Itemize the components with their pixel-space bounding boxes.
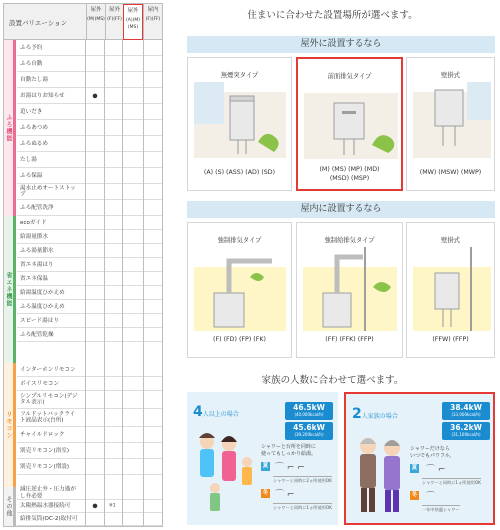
features-table — [3, 3, 163, 527]
row-label: ふろ予約 — [20, 44, 43, 51]
panel-outdoor-wall — [406, 57, 495, 191]
family-four-plus — [187, 392, 338, 525]
family-description: シャワーだけなら いつでもパワフル。 — [410, 446, 455, 459]
table-row — [17, 513, 162, 526]
panel-title: 前面排気タイプ — [327, 73, 372, 80]
panel-outdoor-chimneyless — [187, 57, 292, 191]
table-row — [17, 244, 162, 258]
row-label: 給湯温度ひかえめ — [20, 289, 65, 296]
column-divider — [122, 40, 123, 526]
table-row — [17, 314, 162, 328]
panel-title: 壁掛式 — [441, 237, 460, 244]
heater-illustration — [194, 82, 286, 158]
panel-title: 強制給排気タイプ — [324, 237, 375, 244]
table-row — [17, 459, 162, 475]
winter-caption: シャワーと同時に1ヵ所使用OK — [273, 505, 332, 510]
table-row — [17, 258, 162, 272]
row-label: 給排気筒(OC-2)取付可 — [20, 515, 78, 522]
family-heading: 4人以上の場合 — [193, 404, 239, 420]
couple-illustration — [352, 430, 408, 522]
row-label: 太陽熱温水器接続可 — [20, 502, 71, 509]
winter-badge: 冬 — [262, 490, 269, 496]
availability-dot: ● — [92, 502, 98, 510]
family-illustration — [191, 428, 261, 520]
row-label: 省エネ保温 — [20, 275, 48, 282]
row-label: ふろぬるめ — [20, 140, 48, 147]
category-eco: 省エネ機能 — [4, 216, 16, 363]
table-row — [17, 88, 162, 104]
indoor-band: 屋内に設置するなら — [187, 201, 495, 218]
table-row — [17, 377, 162, 391]
heater-illustration — [413, 82, 491, 158]
row-label: ふろ配管乾燥 — [20, 331, 54, 338]
summer-caption: シャワーと同時に2ヵ所使用OK — [273, 478, 332, 483]
column-divider — [85, 40, 86, 526]
table-row — [17, 152, 162, 168]
availability-dot: ● — [92, 92, 98, 99]
kw-badge: 45.6kW (39,200kcal/h) — [285, 422, 333, 440]
kw-badge: 36.2kW (31,100kcal/h) — [442, 422, 490, 440]
panel-indoor-forced-exhaust — [187, 222, 292, 358]
column-divider — [104, 40, 105, 526]
category-remote: リモコン — [4, 363, 16, 487]
panel-title: 無煙突タイプ — [220, 72, 259, 79]
table-row — [17, 391, 162, 409]
table-row — [17, 200, 162, 216]
row-label: ふろ配管洗浄 — [20, 204, 54, 211]
row-label: ふろ保温 — [20, 172, 43, 179]
column-divider — [143, 40, 144, 526]
table-row — [17, 409, 162, 427]
table-row — [17, 427, 162, 443]
row-label: 別売リモコン(浴室) — [20, 447, 70, 454]
row-label: 減圧逆止弁・圧力逃がし弁必要 — [20, 486, 76, 499]
family-title: 家族の人数に合わせて選べます。 — [261, 375, 404, 386]
winter-caption: 一年中快適シャワー — [422, 507, 460, 512]
row-label: たし湯 — [20, 156, 37, 163]
heater-illustration — [303, 247, 397, 331]
summer-caption: シャワーと同時に1ヵ所使用OK — [422, 480, 481, 485]
table-header — [4, 4, 162, 40]
outdoor-band: 屋外に設置するなら — [187, 36, 495, 53]
table-row — [17, 136, 162, 152]
table-row — [17, 168, 162, 184]
table-row — [17, 56, 162, 72]
model-codes: (MW) (MSW) (MWP) — [419, 169, 482, 176]
category-bath: ふろ機能 — [4, 40, 16, 216]
table-row — [17, 300, 162, 314]
heater-illustration — [194, 247, 286, 331]
model-codes: (M) (MS) (MP) (MD) (MSD) (MSP) — [319, 166, 380, 182]
table-row — [17, 216, 162, 230]
model-codes: (FFW) (FFP) — [432, 336, 469, 343]
category-other: その他 — [4, 487, 16, 526]
family-two — [344, 392, 495, 525]
row-label: ボイスリモコン — [20, 380, 60, 387]
shower-faucet-icon: ⌒ ⌐ — [426, 465, 446, 475]
table-row — [17, 230, 162, 244]
row-label: フルドットバックライト液晶表示(台所) — [20, 411, 76, 424]
model-codes: (FF) (FFK) (FFP) — [325, 336, 374, 343]
panel-title: 強制排気タイプ — [217, 237, 262, 244]
panel-title: 壁掛式 — [441, 72, 460, 79]
kw-badge: 46.5kW (40,000kcal/h) — [285, 402, 333, 420]
panel-indoor-wall — [406, 222, 495, 358]
row-label: ふろあつめ — [20, 124, 48, 131]
table-row — [17, 272, 162, 286]
table-header-label: 設置バリエーション — [9, 19, 68, 27]
table-row — [17, 104, 162, 120]
row-label: スピード湯はり — [20, 317, 59, 324]
panel-indoor-forced-intake-exhaust — [296, 222, 403, 358]
table-row — [17, 363, 162, 377]
table-row — [17, 120, 162, 136]
table-row — [17, 443, 162, 459]
summer-badge: 夏 — [411, 465, 418, 471]
row-label: 給湯量節水 — [20, 233, 48, 240]
summer-badge: 夏 — [262, 463, 269, 469]
column-outdoor-a-highlighted: 屋外 (A)(M)(MS) — [123, 4, 143, 40]
row-label: チャイルドロック — [20, 431, 65, 438]
row-label: ecoガイド — [20, 219, 47, 226]
row-label: 別売リモコン(増設) — [20, 463, 70, 470]
footnote-mark: ※1 — [109, 503, 116, 509]
table-row — [17, 286, 162, 300]
row-label: 追いだき — [20, 108, 43, 115]
column-outdoor-m: 屋外 (M)(MS) — [86, 4, 105, 40]
winter-badge: 冬 — [411, 492, 418, 498]
kw-badge: 38.4kW (33,000kcal/h) — [442, 402, 490, 420]
shower-faucet-icon: ⌒ ⌐ ⌐ — [275, 463, 305, 473]
table-row — [17, 184, 162, 200]
row-label: お湯はりお知らせ — [20, 92, 65, 99]
family-heading: 2人家族の場合 — [352, 406, 398, 422]
heater-illustration — [413, 247, 491, 331]
column-outdoor-f: 屋外 (F)(FF) — [105, 4, 123, 40]
family-description: シャワーと台所を同時に 使ってもしっかり給湯。 — [261, 444, 317, 457]
table-row — [17, 487, 162, 500]
model-codes: (A) (S) (ASS) (AD) (SD) — [203, 169, 276, 176]
row-label: ふろ自動 — [20, 60, 43, 67]
row-label: ふろ湯量節水 — [20, 247, 54, 254]
row-label: ふろ温度ひかえめ — [20, 303, 65, 310]
model-codes: (F) (FD) (FP) (FK) — [213, 336, 266, 343]
installation-title: 住まいに合わせた設置場所が選べます。 — [247, 10, 418, 21]
row-label: インターホンリモコン — [20, 366, 76, 373]
table-row — [17, 72, 162, 88]
row-label: シンプルリモコン(デジタル表示) — [20, 393, 78, 406]
row-label: 自動たし湯 — [20, 76, 48, 83]
column-indoor-f: 屋内 (F)(FF) — [143, 4, 162, 40]
row-label: 湯水止めオートストップ — [20, 185, 76, 198]
heater-illustration — [304, 83, 398, 159]
shower-faucet-icon: ⌒ ⌐ — [275, 490, 295, 500]
table-row — [17, 328, 162, 342]
shower-icon: ⌒ — [426, 492, 436, 502]
table-row — [17, 40, 162, 56]
table-row — [17, 500, 162, 513]
panel-outdoor-front-exhaust — [296, 57, 403, 191]
row-label: 省エネ湯はり — [20, 261, 54, 268]
